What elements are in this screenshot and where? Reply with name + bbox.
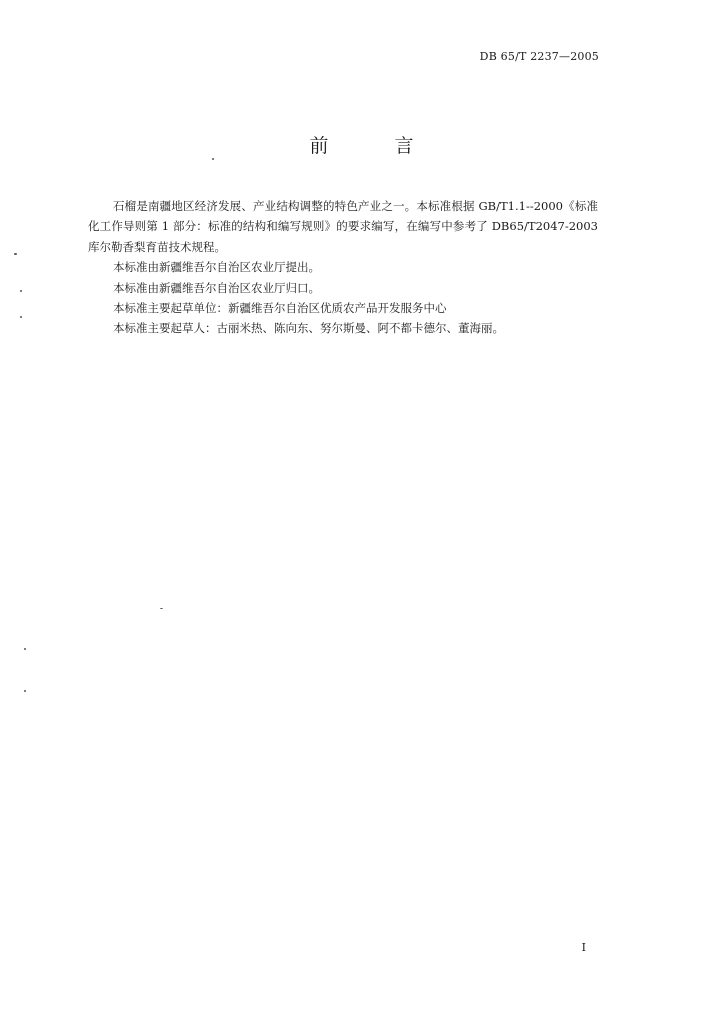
page-number: I — [581, 941, 586, 954]
scan-speck — [212, 158, 214, 160]
paragraph-proposer: 本标准由新疆维吾尔自治区农业厅提出。 — [113, 260, 320, 275]
scan-speck — [24, 690, 26, 692]
page-title: 前 言 — [309, 135, 444, 157]
scan-speck — [20, 290, 22, 292]
scan-speck — [160, 608, 163, 609]
paragraph-intro: 石榴是南疆地区经济发展、产业结构调整的特色产业之一。本标准根据 GB/T1.1--2000《标准化工作导则第 1 部分：标准的结构和编写规则》的要求编写，在编写中参考了 DB65/T2047-2003 库尔勒香梨育苗技术规程。 — [88, 199, 598, 254]
paragraph-drafters: 本标准主要起草人：古丽米热、陈向东、努尔斯曼、阿不都卡德尔、董海丽。 — [113, 321, 504, 336]
foreword-body — [88, 196, 598, 339]
paragraph-administrator: 本标准由新疆维吾尔自治区农业厅归口。 — [113, 280, 320, 295]
scan-speck — [24, 648, 26, 650]
scan-speck — [14, 253, 17, 255]
paragraph-drafting-unit: 本标准主要起草单位：新疆维吾尔自治区优质农产品开发服务中心 — [113, 301, 447, 316]
scan-speck — [20, 316, 22, 318]
standard-code: DB 65/T 2237—2005 — [479, 50, 599, 63]
